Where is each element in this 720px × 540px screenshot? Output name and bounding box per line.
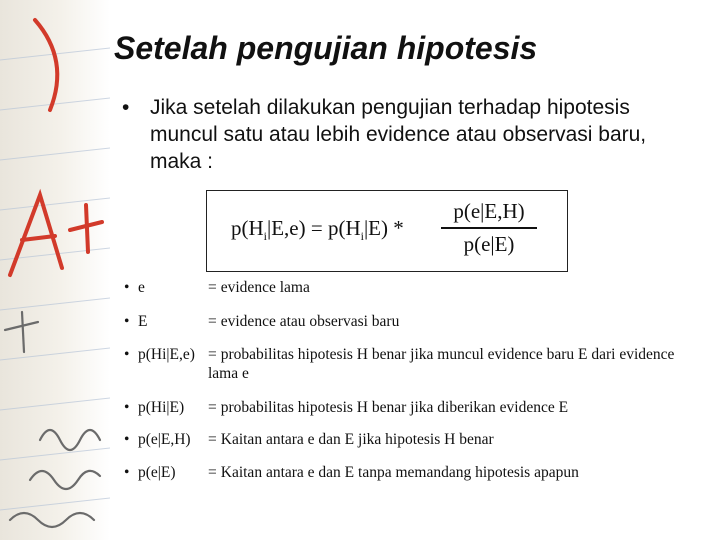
definition-description: = Kaitan antara e dan E tanpa memandang hipotesis apapun (208, 464, 579, 481)
slide-title: Setelah pengujian hipotesis (114, 30, 538, 66)
definition-term: p(e|E,H) (138, 431, 191, 448)
definition-description: = evidence atau observasi baru (208, 313, 400, 330)
formula-box (206, 190, 568, 272)
definition-item (124, 278, 694, 297)
definition-item (124, 430, 694, 449)
definition-description: = probabilitas hipotesis H benar jika muncul evidence baru E dari evidence lama e (208, 346, 675, 382)
bullet-marker: • (124, 313, 130, 330)
formula-lhs-part1: p(H (231, 216, 264, 240)
bullet-marker: • (124, 431, 130, 448)
intro-bullet (122, 94, 682, 175)
decorative-notebook-image (0, 0, 110, 540)
bullet-marker: • (124, 464, 130, 481)
definition-term: p(Hi|E) (138, 399, 185, 416)
bullet-marker: • (124, 399, 130, 416)
definition-description: = Kaitan antara e dan E jika hipotesis H benar (208, 431, 494, 448)
bullet-marker: • (122, 96, 130, 119)
intro-text: Jika setelah dilakukan pengujian terhadap hipotesis muncul satu atau lebih evidence atau observasi baru, maka : (150, 96, 647, 173)
definition-item (124, 463, 694, 482)
formula-denominator: p(e|E) (463, 232, 515, 256)
formula-subscript-i: i (263, 229, 268, 244)
definition-term: e (138, 279, 145, 296)
definition-description: = probabilitas hipotesis H benar jika diberikan evidence E (208, 399, 569, 416)
definition-term: p(e|E) (138, 464, 176, 481)
definition-description: = evidence lama (208, 279, 310, 296)
formula-lhs-part2: |E,e) = p(H (267, 216, 361, 240)
definition-term: E (138, 313, 148, 330)
definition-item (124, 312, 694, 331)
definition-term: p(Hi|E,e) (138, 346, 195, 363)
bullet-marker: • (124, 346, 130, 363)
formula-left-side (231, 216, 404, 244)
notebook-doodle-graphic (0, 0, 110, 540)
definition-item (124, 345, 694, 383)
formula-lhs-part3: |E) * (363, 216, 404, 240)
formula-subscript-i-2: i (360, 229, 364, 244)
bullet-marker: • (124, 279, 130, 296)
formula-fraction (441, 199, 537, 257)
formula-numerator: p(e|E,H) (441, 199, 537, 229)
definition-item (124, 398, 694, 417)
